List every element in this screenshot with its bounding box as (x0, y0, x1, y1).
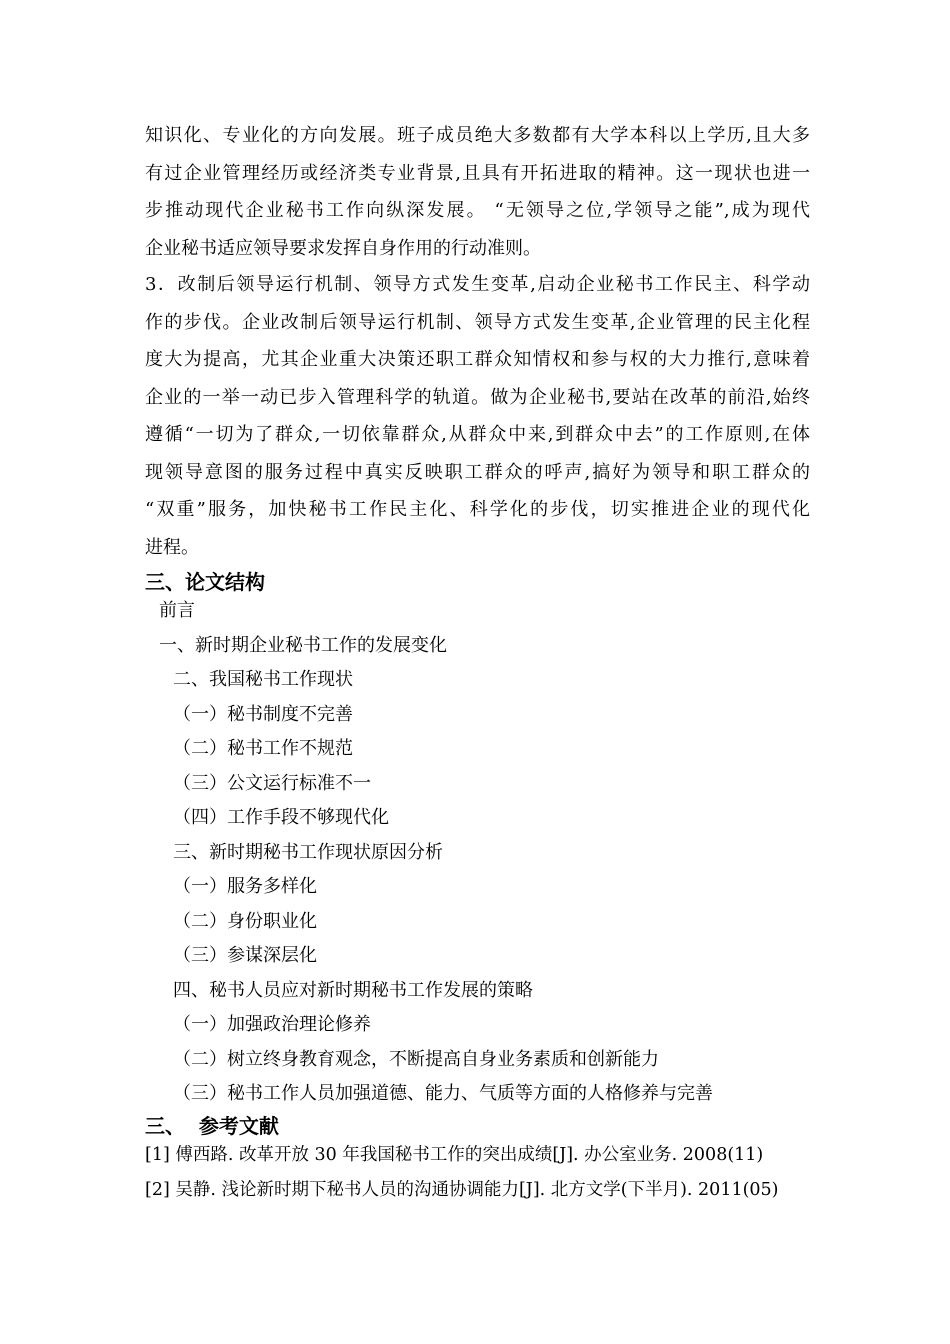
outline-item: （三）公文运行标准不一 (173, 772, 371, 794)
outline-preface: 前言 (159, 600, 195, 621)
text-line: “双重”服务，加快秘书工作民主化、科学化的步伐，切实推进企业的现代化 (145, 499, 810, 520)
text-line: 进程。 (145, 536, 199, 558)
text-line: 知识化、专业化的方向发展。班子成员绝大多数都有大学本科以上学历,且大多 (145, 125, 810, 146)
outline-item: （一）秘书制度不完善 (173, 703, 353, 725)
section-heading-references: 三、 参考文献 (145, 1114, 279, 1138)
paragraph-leadership (145, 117, 810, 267)
outline-item: 三、新时期秘书工作现状原因分析 (173, 841, 443, 863)
text-line: 遵循“一切为了群众,一切依靠群众,从群众中来,到群众中去”的工作原则,在体 (145, 424, 810, 445)
outline-item: （二）身份职业化 (173, 910, 317, 932)
text-line: 现领导意图的服务过程中真实反映职工群众的呼声,搞好为领导和职工群众的 (145, 461, 810, 483)
outline-item: （一）加强政治理论修养 (173, 1014, 371, 1035)
outline-item: （三）参谋深层化 (173, 945, 317, 966)
section-heading-structure: 三、论文结构 (145, 570, 265, 594)
reference-list (145, 1138, 810, 1208)
outline-item: 四、秘书人员应对新时期秘书工作发展的策略 (173, 979, 533, 1001)
paragraph-reform (145, 266, 810, 566)
text-line: 企业秘书适应领导要求发挥自身作用的行动准则。 (145, 237, 541, 259)
text-line: 步推动现代企业秘书工作向纵深发展。 “无领导之位,学领导之能”,成为现代 (145, 200, 810, 221)
outline-item: 一、新时期企业秘书工作的发展变化 (159, 634, 447, 656)
outline-item: （三）秘书工作人员加强道德、能力、气质等方面的人格修养与完善 (173, 1083, 713, 1104)
outline-item: （四）工作手段不够现代化 (173, 807, 389, 828)
outline-item: （二）秘书工作不规范 (173, 738, 353, 759)
text-line: 有过企业管理经历或经济类专业背景,且具有开拓进取的精神。这一现状也进一 (145, 162, 810, 184)
outline-item: （二）树立终身教育观念，不断提高自身业务素质和创新能力 (173, 1048, 659, 1070)
outline-item: 二、我国秘书工作现状 (173, 669, 353, 690)
thesis-outline (145, 594, 810, 1112)
text-line: 作的步伐。企业改制后领导运行机制、领导方式发生变革,企业管理的民主化程 (145, 311, 810, 333)
outline-item: （一）服务多样化 (173, 876, 317, 897)
reference-item: [2] 吴静. 浅论新时期下秘书人员的沟通协调能力[J]. 北方文学(下半月). 2011(05) (145, 1180, 779, 1200)
text-line: 度大为提高，尤其企业重大决策还职工群众知情权和参与权的大力推行,意味着 (145, 349, 810, 370)
text-line: 企业的一举一动已步入管理科学的轨道。做为企业秘书,要站在改革的前沿,始终 (145, 386, 810, 408)
reference-item: [1] 傅西路. 改革开放 30 年我国秘书工作的突出成绩[J]. 办公室业务. 2008(11) (145, 1145, 764, 1165)
text-line: 3．改制后领导运行机制、领导方式发生变革,启动企业秘书工作民主、科学动 (145, 274, 810, 295)
